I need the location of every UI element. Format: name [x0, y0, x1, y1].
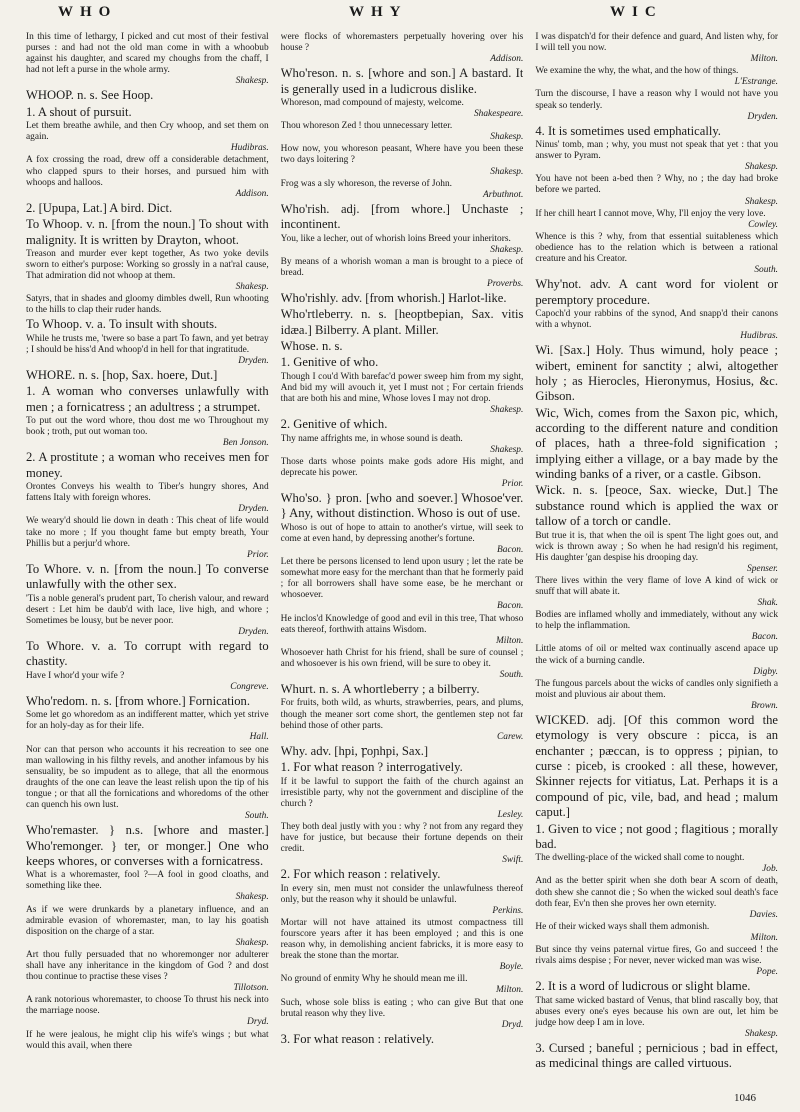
- entry-quotation: [281, 234, 524, 256]
- entry-headword: [535, 713, 778, 821]
- quotation-source: Shakesp.: [235, 892, 269, 903]
- entry-quotation: [535, 576, 778, 609]
- entry-text: 1. Given to vice ; not good ; flagitious ; morally bad.: [535, 821, 779, 851]
- entry-text: Orontes Conveys his wealth to Tiber's hungry shores, And fattens Italy with foreign whores.: [26, 482, 269, 504]
- entry-quotation: [26, 249, 269, 293]
- entry-headword: [535, 406, 778, 483]
- entry-text: To put out the word whore, thou dost me wo Throughout my book ; troth, put out woman too.: [26, 416, 269, 438]
- header-left: WHO: [58, 4, 118, 20]
- entry-quotation: [281, 998, 524, 1031]
- entry-headword: [281, 744, 524, 759]
- entry-quotation: [281, 884, 524, 917]
- entry-quotation: [281, 523, 524, 556]
- entry-text: Who'redom. n. s. [from whore.] Fornication.: [26, 693, 251, 708]
- entry-text: 2. For which reason : relatively.: [280, 867, 441, 882]
- entry-text: As if we were drunkards by a planetary influence, and an admirable evasion of whoremaster, man, to lay his goatish disposition on the charge of a star.: [26, 904, 269, 937]
- entry-text: Whence is this ? why, from that essential suitableness which obedience has to the relation which is between a rational creature and his Creator.: [535, 231, 779, 265]
- entry-headword: [281, 291, 524, 306]
- entry-text: By means of a whorish woman a man is brought to a piece of bread.: [280, 256, 524, 278]
- entry-sense: [281, 760, 524, 775]
- entry-headword: [281, 491, 524, 522]
- entry-text: For fruits, both wild, as whurts, strawberries, pears, and plums, though the meaner sort come short, the gentlemen step not far behind those of other parts.: [280, 698, 524, 731]
- entry-text: But since thy veins paternal virtue fires, Go and succeed ! the rivals aims despise ; For never, never wicked man was wise.: [535, 945, 779, 967]
- entry-quotation: [535, 679, 778, 712]
- entry-text: Let them breathe awhile, and then Cry whoop, and set them on again.: [26, 121, 269, 143]
- quotation-source: Ben Jonson.: [222, 438, 269, 449]
- entry-sense: [281, 867, 524, 882]
- entry-quotation: [26, 155, 269, 199]
- quotation-source: Shakesp.: [490, 166, 524, 177]
- column-2: [281, 32, 524, 1084]
- entry-quotation: [26, 516, 269, 560]
- quotation-source: Shak.: [757, 598, 779, 609]
- quotation-source: Lesley.: [497, 809, 524, 820]
- entry-text: Wick. n. s. [peoce, Sax. wiecke, Dut.] The substance round which is applied the wax or tallow of a torch or candle.: [535, 483, 779, 529]
- entry-quotation: [26, 950, 269, 994]
- entry-quotation: [281, 98, 524, 120]
- entry-quotation: [281, 144, 524, 177]
- entry-text: 4. It is sometimes used emphatically.: [535, 123, 721, 138]
- entry-quotation: [535, 89, 778, 122]
- entry-text: Whoso is out of hope to attain to another's virtue, will seek to come at even hand, by depressing another's fortune.: [280, 522, 524, 544]
- entry-text: Have I whor'd your wife ?: [26, 670, 125, 681]
- entry-quotation: [535, 232, 778, 276]
- quotation-source: Bacon.: [751, 632, 779, 643]
- entry-sense: [535, 979, 778, 994]
- entry-text: To Whore. v. n. [from the noun.] To converse unlawfully with the other sex.: [26, 561, 269, 592]
- entry-text: If it be lawful to support the faith of the church against an irresistible party, why not the government and discipline of the church ?: [280, 776, 524, 809]
- entry-text: In this time of lethargy, I picked and cut most of their festival purses : and had not the old man come in with a whoobub against his daughter, and scared my choughs from the chaff, I had not left a purse in the whole army.: [26, 32, 269, 76]
- quotation-source: Dryden.: [747, 111, 779, 122]
- entry-text: Satyrs, that in shades and gloomy dimbles dwell, Run whooting to the hills to clap their ruder hands.: [26, 294, 269, 316]
- entry-quotation: [535, 610, 778, 643]
- quotation-source: Milton.: [750, 932, 779, 943]
- quotation-source: Dryd.: [247, 1017, 269, 1028]
- entry-text: Wic, Wich, comes from the Saxon pic, which, according to the different nature and condition of places, hath a three-fold signification ; implying either a village, or a bay made by the winding banks of a river, or a castle. Gibson.: [535, 405, 779, 482]
- entry-quotation: [281, 121, 524, 143]
- quotation-source: Pope.: [756, 967, 779, 978]
- entry-quotation: [281, 257, 524, 290]
- quotation-source: Shakesp.: [490, 132, 524, 143]
- quotation-source: Shakesp.: [744, 196, 779, 207]
- entry-quotation: [281, 777, 524, 821]
- entry-headword: [26, 694, 269, 709]
- quotation-source: Prior.: [247, 549, 269, 560]
- entry-quotation: [26, 745, 269, 823]
- entry-sense: [281, 417, 524, 432]
- entry-quotation: [535, 209, 778, 231]
- quotation-source: Addison.: [235, 188, 269, 199]
- entry-quotation: [535, 644, 778, 677]
- entry-text: Mortar will not have attained its utmost compactness till fourscore years after it has been employed ; and this is one reason why, in demolishing ancient fabricks, it is more easy to break the stone than the mortar.: [280, 917, 524, 962]
- entry-text: Bodies are inflamed wholly and immediately, without any wick to help the inflammation.: [535, 610, 779, 632]
- quotation-source: Dryden.: [238, 356, 269, 367]
- quotation-source: Shakesp.: [490, 444, 524, 455]
- entry-text: Who'remaster. } n.s. [whore and master.] Who'remonger. } ter, or monger.] One who keeps whores, or converses with a fornicatress.: [26, 823, 269, 868]
- entry-text: Thou whoreson Zed ! thou unnecessary letter.: [280, 121, 453, 132]
- entry-text: The fungous parcels about the wicks of candles only signifieth a moist and pluvious air about them.: [535, 678, 779, 700]
- entry-text: Who'rishly. adv. [from whorish.] Harlot-like.: [280, 291, 507, 306]
- column-1: [26, 32, 269, 1084]
- entry-text: Why. adv. [hpi, ꝼoɲhpi, Sax.]: [280, 743, 429, 758]
- entry-text: We examine the why, the what, and the how of things.: [535, 66, 739, 77]
- running-headers: [26, 4, 778, 26]
- entry-quotation: [281, 32, 524, 65]
- entry-text: They both deal justly with you : why ? not from any regard they have for justice, but because their fortune depends on their credit.: [280, 821, 524, 855]
- entry-text: And as the better spirit when she doth bear A scorn of death, doth shew she cannot die ; So when the wicked soul death's face doth fear, Ev'n then she proves her own eternity.: [535, 876, 779, 909]
- entry-text: A rank notorious whoremaster, to choose To thrust his neck into the marriage noose.: [26, 995, 269, 1017]
- entry-text: Those darts whose points make gods adore His might, and deprecate his power.: [280, 456, 524, 478]
- entry-quotation: [535, 309, 778, 342]
- entry-quotation: [26, 32, 269, 87]
- entry-quotation: [26, 121, 269, 154]
- entry-text: WICKED. adj. [Of this common word the etymology is very obscure : picca, is an enchanter ; pæccan, is to oppress ; piɲian, to curse : piceb, is crooked : all these, however, Skinner rejects for vitiatus, Lat. Perhaps it is a compound of pic, vile, bad, and head ; malum caput.]: [535, 713, 779, 820]
- entry-quotation: [535, 922, 778, 944]
- entry-text: You, like a lecher, out of whorish loins Breed your inheritors.: [280, 233, 511, 244]
- quotation-source: Shakesp.: [744, 1028, 779, 1039]
- quotation-source: Milton.: [496, 635, 524, 646]
- entry-text: Who'rish. adj. [from whore.] Unchaste ; incontinent.: [280, 201, 524, 232]
- quotation-source: Dryden.: [238, 504, 269, 515]
- entry-text: To Whoop. v. a. To insult with shouts.: [26, 317, 218, 332]
- entry-text: 3. Cursed ; baneful ; pernicious ; bad in effect, as medicinal things are called virtuous.: [535, 1041, 779, 1071]
- entry-text: A fox crossing the road, drew off a considerable detachment, who clapped spurs to their horses, and pursued him with whoops and halloos.: [26, 155, 269, 188]
- entry-text: The dwelling-place of the wicked shall come to nought.: [535, 853, 745, 864]
- quotation-source: Prior.: [501, 478, 524, 489]
- entry-sense: [281, 1032, 524, 1047]
- entry-headword: [26, 823, 269, 869]
- entry-quotation: [535, 876, 778, 920]
- entry-headword: [26, 368, 269, 383]
- quotation-source: Cowley.: [748, 219, 779, 230]
- entry-headword: [281, 202, 524, 233]
- entry-headword: [26, 317, 269, 332]
- entry-quotation: [281, 557, 524, 612]
- entry-quotation: [26, 995, 269, 1028]
- entry-text: Why'not. adv. A cant word for violent or peremptory procedure.: [535, 277, 779, 307]
- quotation-source: Digby.: [753, 666, 779, 677]
- entry-text: Treason and murder ever kept together, As two yoke devils sworn to either's purpose: Working so grossly in a nat'ral cause, That admiration did not whoop at them.: [26, 248, 269, 282]
- quotation-source: L'Estrange.: [734, 77, 779, 88]
- entry-text: 1. For what reason ? interrogatively.: [280, 760, 463, 775]
- entry-headword: [281, 682, 524, 697]
- entry-quotation: [281, 698, 524, 742]
- quotation-source: Shakesp.: [235, 76, 269, 87]
- entry-text: Whurt. n. s. A whortleberry ; a bilberry.: [280, 682, 480, 697]
- entry-headword: [26, 562, 269, 593]
- quotation-source: Shakesp.: [490, 405, 524, 416]
- entry-text: While he trusts me, 'twere so base a part To fawn, and yet betray ; I should be hiss'd And whoop'd in hell for that ingratitude.: [26, 333, 269, 355]
- entry-quotation: [281, 614, 524, 647]
- entry-quotation: [535, 140, 778, 173]
- quotation-source: Swift.: [502, 855, 524, 866]
- entry-text: We weary'd should lie down in death : This cheat of life would take no more ; If you thought fame but empty breath, Your Phillis but a perjur'd whore.: [26, 516, 269, 549]
- entry-sense: [281, 355, 524, 370]
- quotation-source: Congreve.: [230, 681, 269, 692]
- entry-text: To Whore. v. a. To corrupt with regard to chastity.: [26, 638, 269, 669]
- entry-sense: [535, 822, 778, 853]
- entry-quotation: [26, 482, 269, 515]
- entry-headword: [26, 88, 269, 103]
- quotation-source: Boyle.: [499, 962, 524, 973]
- entry-text: 2. [Upupa, Lat.] A bird. Dict.: [26, 200, 173, 215]
- entry-quotation: [26, 1030, 269, 1052]
- quotation-source: Spenser.: [747, 563, 779, 574]
- entry-text: He of their wicked ways shall them admonish.: [535, 921, 710, 932]
- entry-text: 1. Genitive of who.: [280, 355, 379, 370]
- entry-text: No ground of enmity Why he should mean me ill.: [280, 974, 468, 985]
- entry-text: He inclos'd Knowledge of good and evil in this tree, That whoso eats thereof, forthwith attains Wisdom.: [280, 613, 524, 635]
- entry-text: Whoreson, mad compound of majesty, welcome.: [280, 98, 464, 108]
- quotation-source: Milton.: [750, 54, 779, 65]
- quotation-source: Bacon.: [497, 544, 524, 555]
- entry-quotation: [535, 531, 778, 575]
- entry-quotation: [26, 905, 269, 949]
- entry-text: If her chill heart I cannot move, Why, I'll enjoy the very love.: [535, 208, 766, 219]
- entry-sense: [26, 384, 269, 415]
- entry-quotation: [26, 710, 269, 743]
- entry-text: WHORE. n. s. [hop, Sax. hoere, Dut.]: [26, 368, 218, 383]
- entry-text: What is a whoremaster, fool ?—A fool in good cloaths, and something like thee.: [26, 870, 269, 892]
- entry-text: You have not been a-bed then ? Why, no ; the day had broke before we parted.: [535, 174, 779, 196]
- entry-quotation: [26, 671, 269, 693]
- entry-quotation: [535, 996, 778, 1040]
- quotation-source: Proverbs.: [486, 278, 524, 289]
- quotation-source: Shakesp.: [490, 244, 524, 255]
- entry-headword: [281, 307, 524, 338]
- entry-quotation: [281, 648, 524, 681]
- header-center: WHY: [349, 4, 408, 20]
- entry-text: In every sin, men must not consider the unlawfulness thereof only, but the reason why it should be unlawful.: [280, 883, 524, 905]
- entry-sense: [26, 201, 269, 216]
- quotation-source: Hudibras.: [740, 331, 779, 342]
- quotation-source: Hudibras.: [230, 143, 269, 154]
- entry-text: Whose. n. s.: [280, 339, 343, 354]
- entry-quotation: [535, 66, 778, 88]
- entry-text: Who'reson. n. s. [whore and son.] A bastard. It is generally used in a ludicrous dislike.: [280, 66, 524, 96]
- entry-quotation: [281, 179, 524, 201]
- entry-quotation: [281, 457, 524, 490]
- entry-quotation: [26, 334, 269, 367]
- entry-headword: [535, 277, 778, 308]
- quotation-source: South.: [499, 669, 524, 680]
- entry-text: were flocks of whoremasters perpetually hovering over his house ?: [280, 32, 524, 54]
- entry-text: Turn the discourse, I have a reason why I would not have you speak so tenderly.: [535, 89, 779, 111]
- entry-text: Little atoms of oil or melted wax continually ascend apace up the wick of a burning candle.: [535, 644, 779, 666]
- entry-quotation: [535, 945, 778, 978]
- quotation-source: Carew.: [497, 731, 524, 742]
- entry-text: WHOOP. n. s. See Hoop.: [26, 88, 154, 103]
- entry-text: 2. It is a word of ludicrous or slight blame.: [535, 979, 751, 994]
- entry-quotation: [281, 918, 524, 973]
- entry-sense: [535, 1041, 778, 1072]
- entry-text: I was dispatch'd for their defence and guard, And listen why, for I will tell you now.: [535, 32, 779, 54]
- entry-text: 2. Genitive of which.: [280, 417, 388, 432]
- entry-text: To Whoop. v. n. [from the noun.] To shout with malignity. It is written by Drayton, whoot.: [26, 217, 269, 247]
- entry-text: How now, you whoreson peasant, Where have you been these two days loitering ?: [280, 144, 524, 166]
- entry-text: Some let go whoredom as an indifferent matter, which yet strive for an holy-day as for their life.: [26, 710, 269, 732]
- quotation-source: Shakesp.: [235, 937, 269, 948]
- quotation-source: Perkins.: [492, 905, 524, 916]
- entry-text: That same wicked bastard of Venus, that blind rascally boy, that abuses every one's eyes because his own are out, let him be judge how deep I am in love.: [535, 995, 779, 1028]
- entry-text: Wi. [Sax.] Holy. Thus wimund, holy peace ; wibert, eminent for sanctity ; alwi, altogether holy ; as Hierocles, Hieronymus, Hosius, &c. Gibson.: [535, 343, 779, 404]
- entry-text: Capoch'd your rabbins of the synod, And snapp'd their canons with a whynot.: [535, 308, 779, 331]
- entry-text: 2. A prostitute ; a woman who receives men for money.: [26, 450, 269, 480]
- entry-text: Thy name affrights me, in whose sound is death.: [280, 433, 463, 444]
- entry-quotation: [535, 174, 778, 207]
- entry-text: Though I cou'd With barefac'd power sweep him from my sight, And bid my will avouch it, yet I must not ; For certain friends that are both his and mine, Whose loves I may not drop.: [280, 371, 524, 405]
- entry-text: 1. A woman who converses unlawfully with men ; a fornicatress ; an adultress ; a strumpet.: [26, 384, 269, 414]
- quotation-source: Hall.: [249, 732, 269, 743]
- entry-headword: [26, 639, 269, 670]
- entry-text: Let there be persons licensed to lend upon usury ; let the rate be somewhat more easy for the merchant than that he formerly paid ; for all borrowers shall have some ease, be he merchant or whosoever.: [280, 557, 524, 601]
- entry-headword: [281, 339, 524, 354]
- entry-quotation: [281, 372, 524, 416]
- quotation-source: Arbuthnot.: [482, 189, 524, 200]
- quotation-source: Addison.: [490, 54, 524, 65]
- quotation-source: Job.: [762, 864, 779, 875]
- quotation-source: Shakesp.: [744, 162, 779, 173]
- entry-quotation: [26, 416, 269, 449]
- entry-text: Frog was a sly whoreson, the reverse of John.: [280, 178, 452, 189]
- entry-text: 3. For what reason : relatively.: [280, 1031, 435, 1046]
- columns: [26, 32, 778, 1084]
- entry-text: There lives within the very flame of love A kind of wick or snuff that will abate it.: [535, 575, 779, 598]
- quotation-source: Dryden.: [238, 626, 269, 637]
- entry-text: Who'so. } pron. [who and soever.] Whosoe'ver. } Any, without distinction. Whoso is out of use.: [280, 491, 524, 521]
- entry-quotation: [281, 974, 524, 996]
- entry-headword: [26, 217, 269, 248]
- page-number: 1046: [734, 1092, 756, 1104]
- entry-text: Whosoever hath Christ for his friend, shall be sure of counsel ; and whosoever is his own friend, will be sure to obey it.: [280, 647, 524, 669]
- entry-headword: [535, 483, 778, 529]
- entry-quotation: [535, 32, 778, 65]
- entry-headword: [535, 343, 778, 404]
- entry-sense: [26, 450, 269, 481]
- quotation-source: Shakesp.: [235, 282, 269, 293]
- entry-quotation: [26, 294, 269, 316]
- column-3: [535, 32, 778, 1084]
- quotation-source: South.: [244, 811, 269, 822]
- entry-headword: [281, 66, 524, 97]
- quotation-source: Shakespeare.: [473, 109, 524, 120]
- quotation-source: South.: [754, 265, 779, 276]
- entry-text: Such, whose sole bliss is eating ; who can give But that one brutal reason why they live.: [280, 997, 524, 1019]
- entry-text: 1. A shout of pursuit.: [26, 104, 132, 119]
- quotation-source: Brown.: [751, 700, 779, 711]
- entry-sense: [535, 124, 778, 139]
- entry-text: Who'rtleberry. n. s. [heoptbepian, Sax. vitis idæa.] Bilberry. A plant. Miller.: [280, 307, 524, 337]
- entry-quotation: [26, 594, 269, 638]
- quotation-source: Tillotson.: [233, 983, 269, 994]
- entry-text: Nor can that person who accounts it his recreation to see one man wallowing in his filthy revels, and another infamous by his sensuality, be so impudent as to allege, that all the enormous draughts of the one can leave the least relish upon the tip of his tongue ; or that all the fornications and whoredoms of the other can quench his own lust.: [26, 744, 269, 810]
- quotation-source: Milton.: [496, 985, 524, 996]
- entry-text: 'Tis a noble general's prudent part, To cherish valour, and reward desert : Let him be daub'd with lace, live high, and whore ; Sometimes be lousy, but be never poor.: [26, 593, 269, 626]
- entry-sense: [26, 105, 269, 120]
- entry-text: But true it is, that when the oil is spent The light goes out, and wick is thrown away ; So when he had resign'd his regiment, His daughter 'gan despise his drooping day.: [535, 530, 779, 563]
- entry-quotation: [281, 434, 524, 456]
- entry-text: If he were jealous, he might clip his wife's wings ; but what would this avail, when there: [26, 1029, 269, 1051]
- entry-quotation: [281, 822, 524, 866]
- entry-text: Ninus' tomb, man ; why, you must not speak that yet : that you answer to Pyram.: [535, 140, 779, 162]
- entry-text: Art thou fully persuaded that no whoremonger nor adulterer shall have any inheritance in the kingdom of God ? and dost thou continue to practise these vises ?: [26, 949, 269, 983]
- quotation-source: Davies.: [749, 909, 779, 920]
- quotation-source: Bacon.: [497, 601, 524, 612]
- header-right: WIC: [610, 4, 663, 20]
- entry-quotation: [535, 853, 778, 875]
- quotation-source: Dryd.: [501, 1019, 524, 1030]
- entry-quotation: [26, 870, 269, 903]
